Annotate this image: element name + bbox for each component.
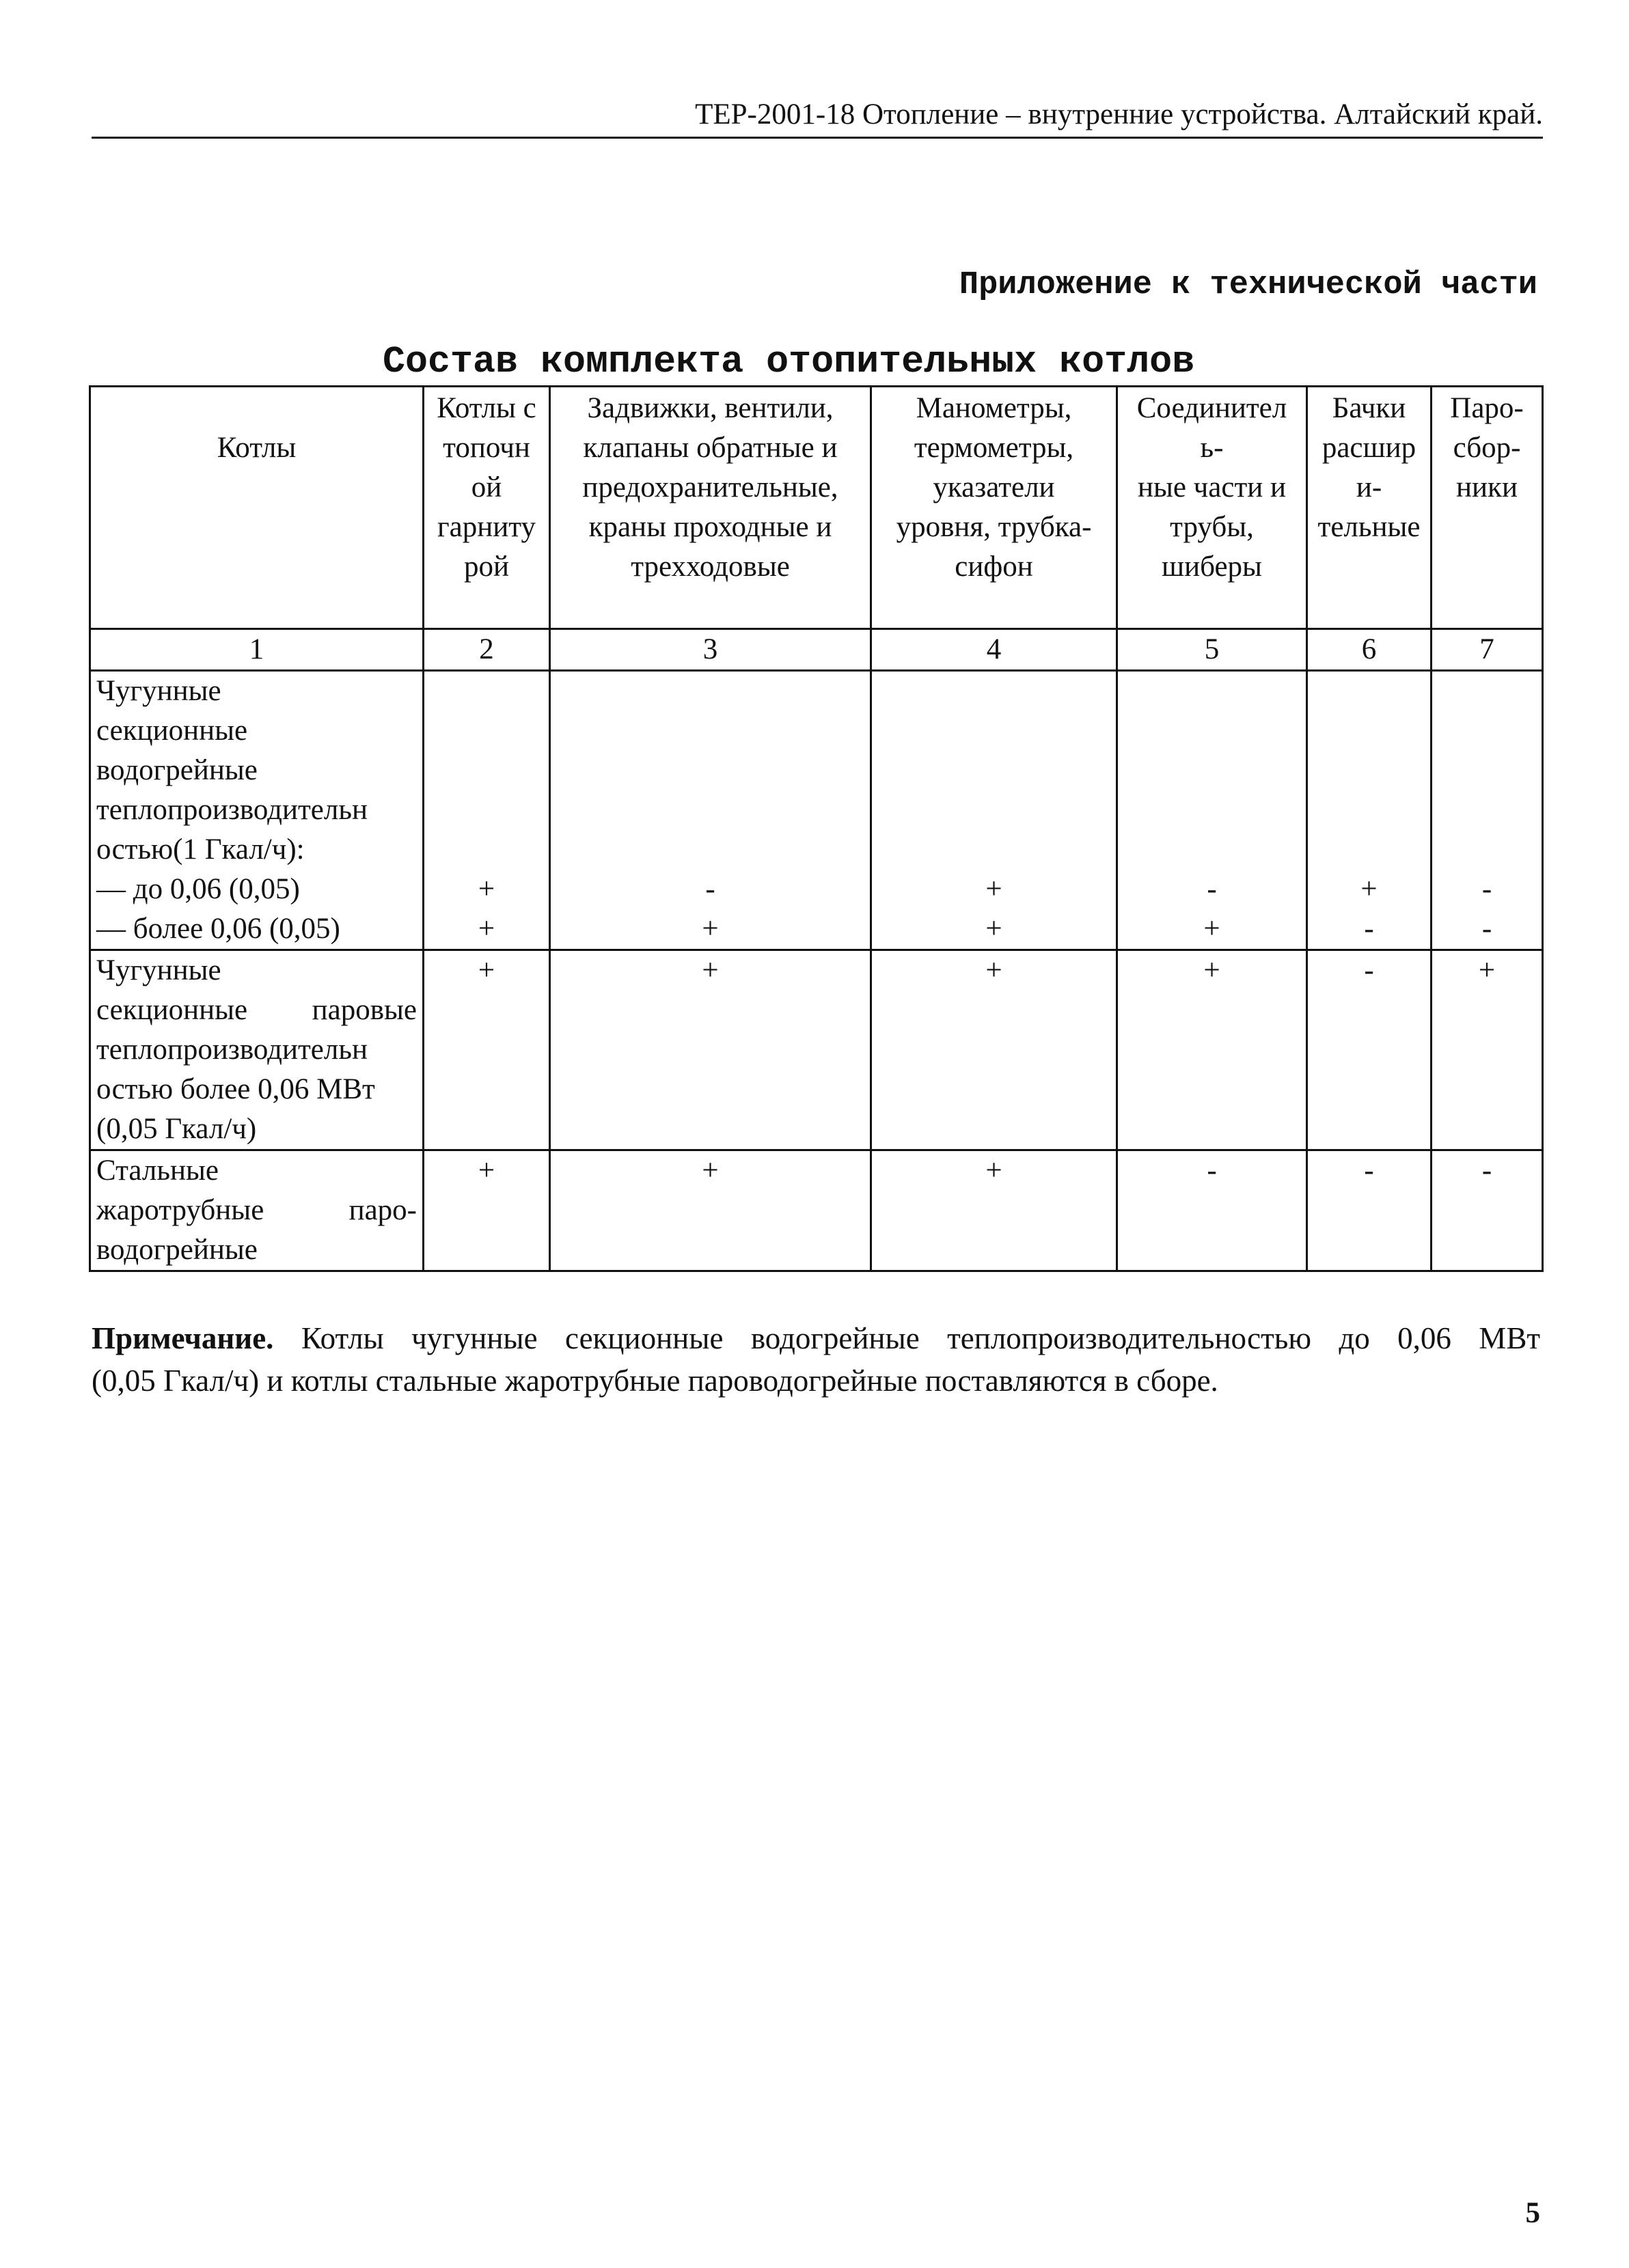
table-row: [90, 671, 1543, 950]
column-number: 1: [90, 629, 424, 671]
mark-cell: + -: [1307, 671, 1432, 950]
note-paragraph: [92, 1317, 1540, 1402]
mark-cell: +: [550, 950, 871, 1150]
running-header: ТЕР-2001-18 Отопление – внутренние устройства. Алтайский край.: [92, 93, 1543, 139]
col-header-steam-collectors: Паро- сбор- ники: [1432, 387, 1543, 629]
page-number: 5: [1525, 2197, 1540, 2229]
sub-row-label: — до 0,06 (0,05): [96, 873, 300, 905]
mark-cell: + +: [424, 671, 550, 950]
col-header-firebox-set: Котлы с топочн ой гарниту рой: [424, 387, 550, 629]
note-text-1: Котлы чугунные секционные водогрейные теплопроизводительностью до 0,06 МВт: [301, 1321, 1541, 1355]
mark-cell: +: [550, 1150, 871, 1271]
mark-cell: +: [871, 1150, 1117, 1271]
column-number-row: [90, 629, 1543, 671]
note-line-1: [92, 1317, 1540, 1359]
mark-cell: +: [424, 1150, 550, 1271]
mark-cell: +: [1117, 950, 1307, 1150]
note-line-2: (0,05 Гкал/ч) и котлы стальные жаротрубные пароводогрейные поставляются в сборе.: [92, 1364, 1218, 1398]
boiler-kit-table: [89, 385, 1544, 1272]
mark-cell: -: [1307, 950, 1432, 1150]
mark-cell: - -: [1432, 671, 1543, 950]
col-header-boilers: Котлы: [90, 387, 424, 629]
mark-cell: -: [1432, 1150, 1543, 1271]
mark-cell: -: [1117, 1150, 1307, 1271]
table-row: [90, 950, 1543, 1150]
column-number: 3: [550, 629, 871, 671]
table-row: [90, 1150, 1543, 1271]
note-label: Примечание.: [92, 1321, 274, 1355]
row-label-cast-iron-water: Чугунные секционные водогрейные теплопроизводительн остью(1 Гкал/ч): — до 0,06 (0,05) — более 0,06 (0,05): [90, 671, 424, 950]
col-header-fittings: Соединител ь- ные части и трубы, шиберы: [1117, 387, 1307, 629]
mark-cell: -: [1307, 1150, 1432, 1271]
column-number: 5: [1117, 629, 1307, 671]
appendix-label: Приложение к технической части: [959, 267, 1537, 303]
mark-cell: - +: [1117, 671, 1307, 950]
col-header-valves: Задвижки, вентили, клапаны обратные и предохранительные, краны проходные и трехходовые: [550, 387, 871, 629]
mark-cell: +: [871, 950, 1117, 1150]
table-header-row: [90, 387, 1543, 629]
col-header-expansion-tanks: Бачки расшир и- тельные: [1307, 387, 1432, 629]
column-number: 7: [1432, 629, 1543, 671]
mark-cell: +: [424, 950, 550, 1150]
mark-cell: - +: [550, 671, 871, 950]
mark-cell: +: [1432, 950, 1543, 1150]
mark-cell: + +: [871, 671, 1117, 950]
column-number: 2: [424, 629, 550, 671]
sub-row-label: — более 0,06 (0,05): [96, 913, 340, 945]
table-title: Состав комплекта отопительных котлов: [383, 340, 1195, 383]
column-number: 4: [871, 629, 1117, 671]
row-label-steel-firetube: Стальные жаротрубные паро- водогрейные: [90, 1150, 424, 1271]
col-header-gauges: Манометры, термометры, указатели уровня, трубка- сифон: [871, 387, 1117, 629]
row-label-cast-iron-steam: Чугунные секционные паровые теплопроизводительн остью более 0,06 МВт (0,05 Гкал/ч): [90, 950, 424, 1150]
column-number: 6: [1307, 629, 1432, 671]
